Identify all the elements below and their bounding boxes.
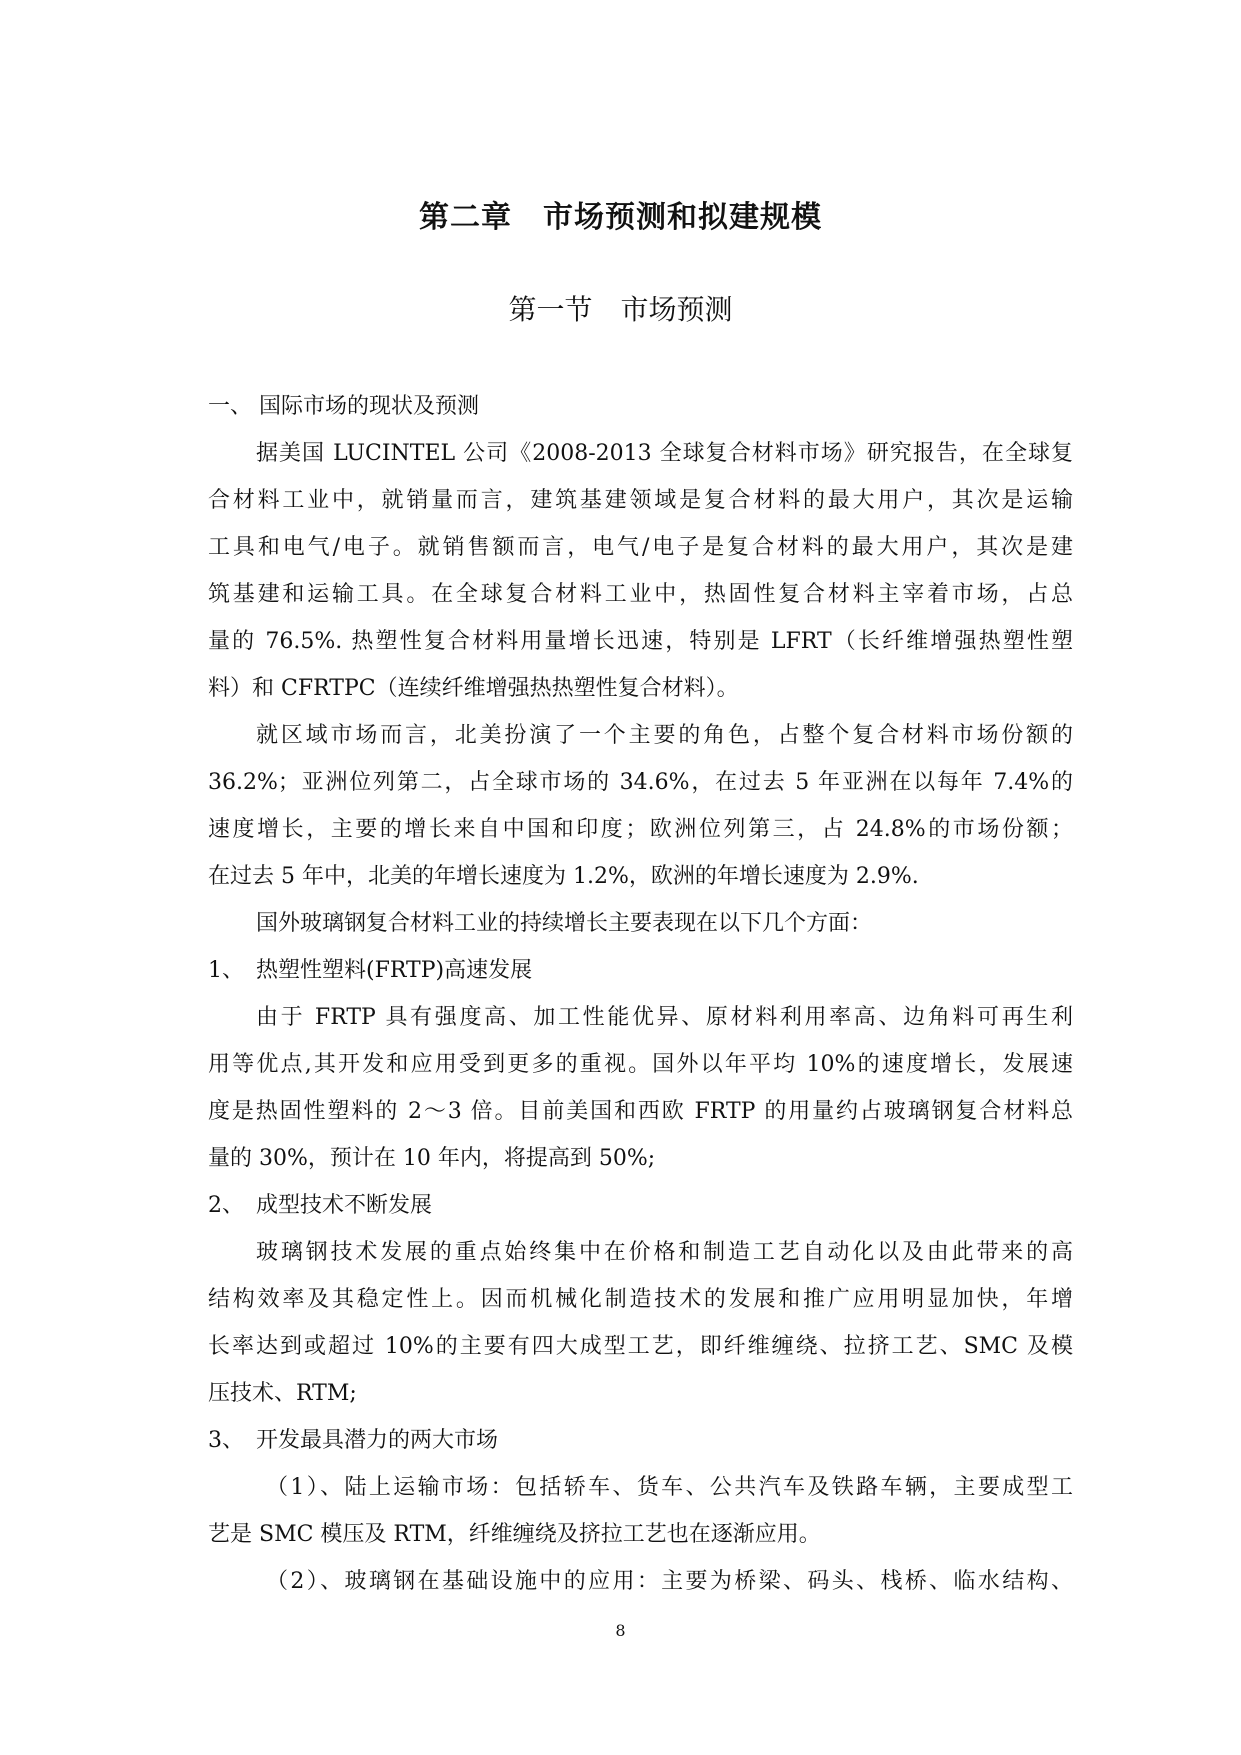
paragraph-line: 合材料工业中，就销量而言，建筑基建领域是复合材料的最大用户，其次是运输: [208, 488, 1073, 513]
paragraph-line: 量的 30%，预计在 10 年内，将提高到 50%;: [208, 1146, 656, 1171]
document-body: [208, 383, 1073, 1605]
list-item-heading: [208, 1417, 1073, 1464]
page-number: 8: [615, 1621, 626, 1640]
section-title: 第一节 市场预测: [508, 293, 733, 326]
list-item-label: 开发最具潜力的两大市场: [256, 1428, 499, 1453]
paragraph-line: 筑基建和运输工具。在全球复合材料工业中，热固性复合材料主宰着市场，占总: [208, 582, 1073, 607]
paragraph-line: 料）和 CFRTPC（连续纤维增强热热塑性复合材料）。: [208, 676, 739, 701]
list-item-number: 3、: [208, 1428, 244, 1453]
paragraph-line: 国外玻璃钢复合材料工业的持续增长主要表现在以下几个方面：: [256, 911, 873, 936]
paragraph-line: 36.2%；亚洲位列第二，占全球市场的 34.6%，在过去 5 年亚洲在以每年 7.4%的: [208, 770, 1073, 795]
paragraph-line: 用等优点,其开发和应用受到更多的重视。国外以年平均 10%的速度增长，发展速: [208, 1052, 1073, 1077]
list-item-number: 1、: [208, 958, 244, 983]
paragraph-line: 工具和电气/电子。就销售额而言，电气/电子是复合材料的最大用户，其次是建: [208, 535, 1073, 560]
list-item-number: 2、: [208, 1193, 244, 1218]
list-item-heading: [208, 947, 1073, 994]
paragraph-line: 玻璃钢技术发展的重点始终集中在价格和制造工艺自动化以及由此带来的高: [256, 1240, 1073, 1265]
paragraph-line: 速度增长，主要的增长来自中国和印度；欧洲位列第三，占 24.8%的市场份额；: [208, 817, 1073, 842]
paragraph-line: 艺是 SMC 模压及 RTM，纤维缠绕及挤拉工艺也在逐渐应用。: [208, 1522, 821, 1547]
paragraph-line: 据美国 LUCINTEL 公司《2008-2013 全球复合材料市场》研究报告，在全球复: [256, 441, 1073, 466]
paragraph-line: （1）、陆上运输市场：包括轿车、货车、公共汽车及铁路车辆，主要成型工: [266, 1475, 1073, 1500]
paragraph-line: 在过去 5 年中，北美的年增长速度为 1.2%，欧洲的年增长速度为 2.9%.: [208, 864, 919, 889]
chapter-title: 第二章 市场预测和拟建规模: [419, 200, 822, 235]
paragraph-line: 压技术、RTM;: [208, 1381, 357, 1406]
paragraph-line: 长率达到或超过 10%的主要有四大成型工艺，即纤维缠绕、拉挤工艺、SMC 及模: [208, 1334, 1073, 1359]
paragraph-line: 结构效率及其稳定性上。因而机械化制造技术的发展和推广应用明显加快，年增: [208, 1287, 1073, 1312]
heading-international-market: 一、 国际市场的现状及预测: [208, 394, 479, 419]
paragraph-line: 由于 FRTP 具有强度高、加工性能优异、原材料利用率高、边角料可再生利: [256, 1005, 1073, 1030]
list-item-heading: [208, 1182, 1073, 1229]
paragraph-line: 度是热固性塑料的 2～3 倍。目前美国和西欧 FRTP 的用量约占玻璃钢复合材料总: [208, 1099, 1073, 1124]
paragraph-line: 量的 76.5%. 热塑性复合材料用量增长迅速，特别是 LFRT（长纤维增强热塑性塑: [208, 629, 1073, 654]
list-item-label: 热塑性塑料(FRTP)高速发展: [256, 958, 533, 983]
paragraph-line: 就区域市场而言，北美扮演了一个主要的角色，占整个复合材料市场份额的: [256, 723, 1073, 748]
paragraph-line: （2）、玻璃钢在基础设施中的应用：主要为桥梁、码头、栈桥、临水结构、: [266, 1569, 1073, 1594]
list-item-label: 成型技术不断发展: [256, 1193, 433, 1218]
